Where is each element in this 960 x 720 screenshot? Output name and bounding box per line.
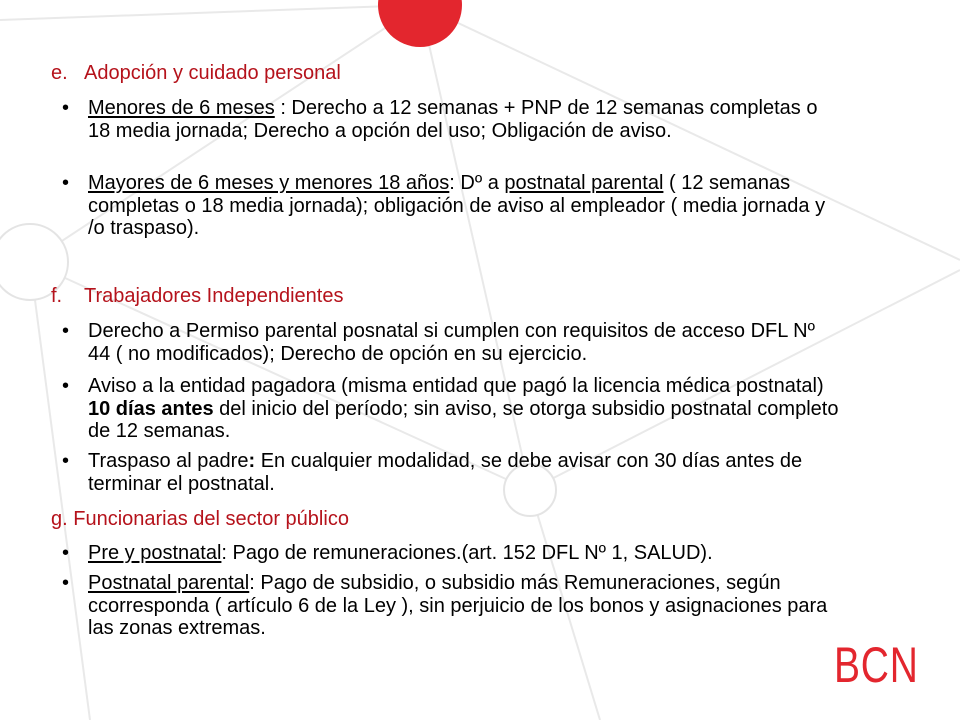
item-text: del inicio del período; sin aviso, se otorga subsidio postnatal completo de 12 semanas. [88,397,839,442]
bullet-icon: • [62,172,70,194]
bullet-icon: • [62,542,70,564]
bcn-logo: BCN [834,637,919,693]
underlined-term: Postnatal parental [88,572,250,594]
bullet-icon: • [62,320,70,342]
list-item [62,542,842,565]
item-text: : Derecho a 12 semanas + PNP de 12 semanas completas o 18 media jornada; Derecho a opción del uso; Obligación de aviso. [88,97,818,142]
item-text: Aviso a la entidad pagadora (misma entidad que pagó la licencia médica postnatal) [88,375,824,397]
section-marker: e. [51,62,68,84]
underlined-term: Menores de 6 meses [88,97,275,119]
list-item [62,320,842,365]
section-title: g. Funcionarias del sector público [51,508,349,530]
list-item [62,572,842,640]
section-title: Adopción y cuidado personal [84,62,341,84]
list-item [62,450,842,495]
item-text: Traspaso al padre [88,450,249,472]
section-title: Trabajadores Independientes [84,285,344,307]
bold-text: 10 días antes [88,397,214,420]
underlined-term: Pre y postnatal [88,542,222,564]
list-item [62,375,842,443]
bullet-icon: • [62,97,70,119]
section-heading-g [51,508,349,531]
bullet-icon: • [62,572,70,594]
section-heading-f [51,285,343,308]
list-item [62,97,842,142]
underlined-term: Mayores de 6 meses y menores 18 años [88,172,450,194]
bullet-icon: • [62,450,70,472]
section-marker: f. [51,285,63,307]
underlined-term: postnatal parental [504,172,664,194]
item-text: ( 12 semanas completas o 18 media jornada); obligación de aviso al empleador ( media jornada y /o traspaso). [88,172,826,239]
item-text: Derecho a Permiso parental posnatal si cumplen con requisitos de acceso DFL Nº 44 ( no modificados); Derecho de opción en su ejercicio. [88,320,815,365]
section-heading-e [51,62,341,85]
item-text: : Pago de subsidio, o subsidio más Remuneraciones, según ccorresponda ( artículo 6 de la Ley ), sin perjuicio de los bonos y asignaciones para las zonas extremas. [88,572,828,639]
item-text: : Pago de remuneraciones.(art. 152 DFL Nº 1, SALUD). [221,542,713,564]
bullet-icon: • [62,375,70,397]
bold-text: : [248,450,256,472]
item-text: : Dº a [449,172,505,194]
list-item [62,172,842,240]
item-text: En cualquier modalidad, se debe avisar con 30 días antes de terminar el postnatal. [88,450,803,495]
